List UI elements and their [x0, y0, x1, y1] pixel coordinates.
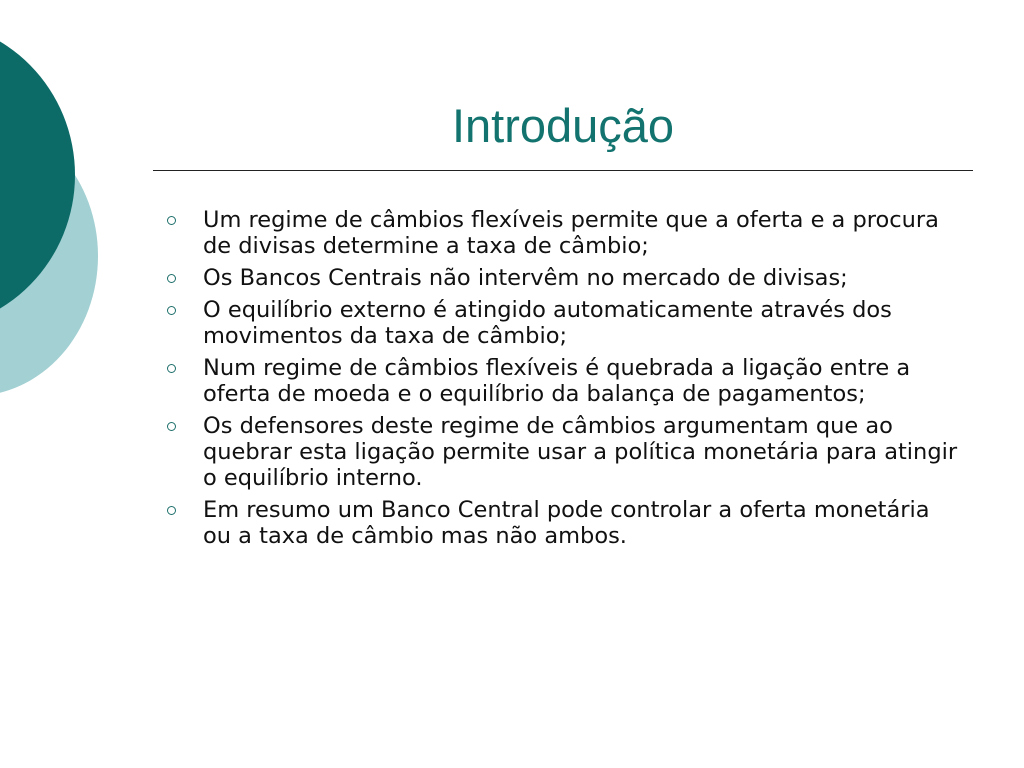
- bullet-list: [164, 207, 964, 555]
- slide-title: Introdução: [451, 99, 675, 152]
- bullet-text: Um regime de câmbios flexíveis permite que a oferta e a procura de divisas determine a taxa de câmbio;: [203, 207, 939, 259]
- bullet-text: Os Bancos Centrais não intervêm no mercado de divisas;: [203, 265, 848, 291]
- hollow-circle-bullet-icon: [167, 506, 176, 515]
- hollow-circle-bullet-icon: [167, 422, 176, 431]
- bullet-text: Num regime de câmbios flexíveis é quebrada a ligação entre a oferta de moeda e o equilíbrio da balança de pagamentos;: [203, 355, 911, 407]
- title-divider: [153, 170, 973, 171]
- bullet-text: O equilíbrio externo é atingido automaticamente através dos movimentos da taxa de câmbio;: [203, 297, 892, 349]
- bullet-item: [164, 413, 964, 491]
- bullet-item: [164, 265, 964, 291]
- hollow-circle-bullet-icon: [167, 216, 176, 225]
- bullet-item: [164, 297, 964, 349]
- bullet-item: [164, 497, 964, 549]
- bullet-item: [164, 355, 964, 407]
- bullet-text: Os defensores deste regime de câmbios argumentam que ao quebrar esta ligação permite usar a política monetária para atingir o equilíbrio interno.: [203, 413, 958, 491]
- bullet-item: [164, 207, 964, 259]
- hollow-circle-bullet-icon: [167, 274, 176, 283]
- bullet-text: Em resumo um Banco Central pode controlar a oferta monetária ou a taxa de câmbio mas não ambos.: [203, 497, 930, 549]
- hollow-circle-bullet-icon: [167, 306, 176, 315]
- hollow-circle-bullet-icon: [167, 364, 176, 373]
